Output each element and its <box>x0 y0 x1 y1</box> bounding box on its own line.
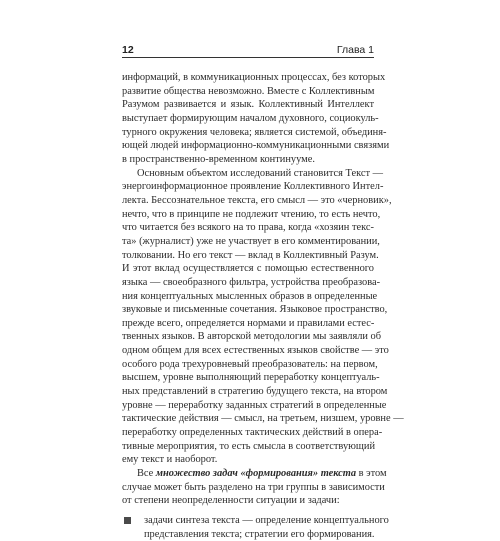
chapter-title: Глава 1 <box>336 44 374 56</box>
text-line: развитие общества невозможно. Вместе с Коллективным <box>122 85 375 97</box>
bullet-list-item <box>122 514 389 541</box>
text-line: информаций, в коммуникационных процессах, без которых <box>122 72 386 83</box>
paragraph-2 <box>122 167 404 467</box>
text-line: особого рода трехуровневый преобразователь: на первом, <box>122 358 378 370</box>
text-line: ему текст и наоборот. <box>122 454 218 466</box>
text-line: ющей людей информационно-коммуникационными связями <box>122 140 390 152</box>
paragraph-1 <box>122 71 390 167</box>
text-line <box>122 467 387 481</box>
header-rule <box>122 57 374 58</box>
text-line: лекта. Бессознательное текста, его смысл — это «черновик», <box>122 194 392 206</box>
text-line: И этот вклад осуществляется с помощью естественного <box>122 263 374 275</box>
text-line: тактические действия — смысл, на третьем, низшем, уровне — <box>122 413 404 425</box>
paragraph-3 <box>122 467 387 508</box>
text-line: энергоинформационное проявление Коллективного Интел- <box>122 181 384 193</box>
text-line: ных представлений в стратегию будущего текста, на втором <box>122 386 388 398</box>
text-line: задачи синтеза текста — определение концептуального <box>144 515 389 526</box>
page-body <box>122 71 404 541</box>
text-line: одном общем для всех естественных языков свойстве — это <box>122 345 389 357</box>
text-line: звуковые и письменные сочетания. Языковое пространство, <box>122 304 388 316</box>
square-bullet-icon <box>124 517 131 524</box>
text-line: Основным объектом исследований становится Текст — <box>137 167 384 179</box>
text-line: в пространственно-временном континууме. <box>122 153 315 165</box>
running-header <box>122 40 374 60</box>
text-line: языка — своеобразного фильтра, устройства преобразова- <box>122 276 381 288</box>
text-line: уровне — переработку заданных стратегий в определенные <box>122 399 387 411</box>
text-line: прежде всего, определяется нормами и правилами естес- <box>122 317 375 329</box>
text-line: толковании. Но его текст — вклад в Коллективный Разум. <box>122 249 379 261</box>
text-line: нечто, что в принципе не подлежит чтению, то есть нечто, <box>122 208 381 220</box>
text-line: турного окружения человека; является системой, объединя- <box>122 126 387 138</box>
text-segment: в этом <box>356 468 387 480</box>
text-line: Разумом развивается и язык. Коллективный Интеллект <box>122 99 374 111</box>
page-number: 12 <box>122 44 134 56</box>
text-line: представления текста; стратегии его формирования. <box>144 528 375 540</box>
text-line: высшем, уровне выполняющий перерaботку концептуаль- <box>122 372 380 384</box>
text-line: что читается без всякого на то права, когда «хозяин текс- <box>122 222 374 234</box>
text-line: ния концептуальных мысленных образов в определенные <box>122 290 378 302</box>
text-line: твенных языков. В авторской методологии мы заявляли об <box>122 331 382 343</box>
text-line: выступает формирующим началом духовного, социокуль- <box>122 112 379 124</box>
text-line: та» (журналист) уже не участвует в его комментировании, <box>122 235 380 247</box>
text-line: от степени неопределенности ситуации и задачи: <box>122 495 340 507</box>
emphasized-term: множество задач «формирования» текста <box>155 468 357 480</box>
text-line: случае может быть разделено на три группы в зависимости <box>122 481 385 493</box>
text-segment: Все <box>137 468 156 480</box>
text-line: переработку определенных тактических действий в опера- <box>122 427 383 439</box>
text-line: тивные мероприятия, то есть смысла в соответствующий <box>122 440 376 452</box>
